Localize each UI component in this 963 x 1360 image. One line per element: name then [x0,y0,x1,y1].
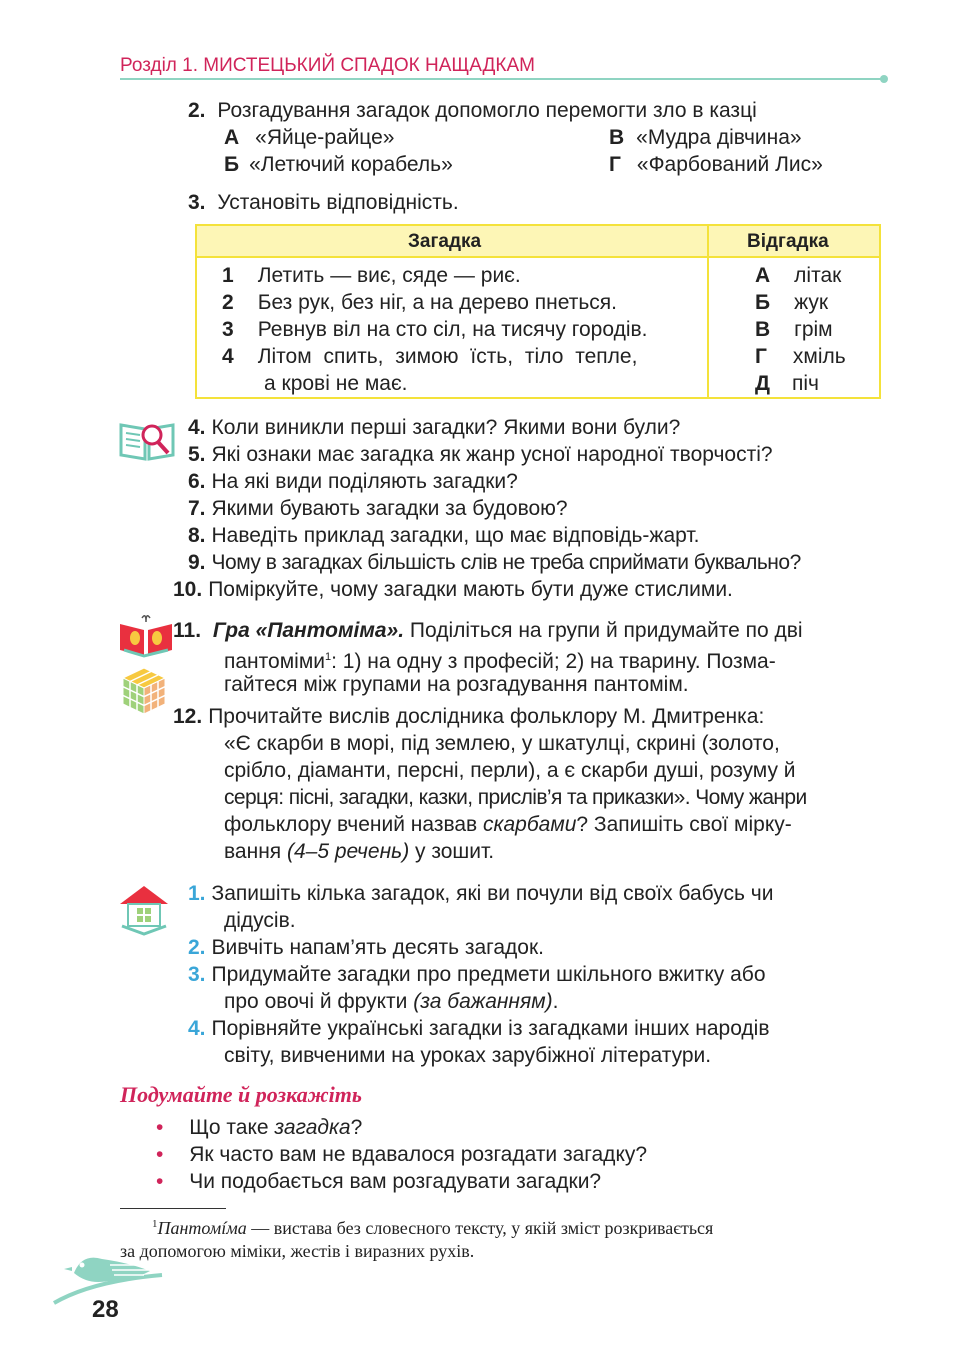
question-11: 11. Гра «Пантоміма». Поділіться на групи й придумайте по дві [173,619,803,642]
think-section-title: Подумайте й розкажіть [120,1082,362,1107]
table-header-answer: Відгадка [747,231,829,252]
home-task-1-line2: дідусів. [224,909,296,932]
footnote-divider [120,1208,226,1209]
riddle-4-continued: а крові не має. [264,372,408,395]
table-header-riddle: Загадка [408,231,482,252]
header-divider-dot [880,75,888,83]
q2-option-g: Г «Фарбований Лис» [609,153,823,176]
book-magnifier-icon [118,415,176,463]
think-bullet-3: • Чи подобається вам розгадувати загадки? [156,1170,602,1193]
q2-option-a: А «Яйце-райце» [224,126,395,149]
question-6: 6. На які види поділяють загадки? [188,470,518,493]
question-7: 7. Якими бувають загадки за будовою? [188,497,568,520]
question-11-line3: гайтеся між групами на розгадування пантомім. [224,673,689,696]
question-9: 9. Чому в загадках більшість слів не треба сприймати буквально? [188,551,801,574]
footnote-line2: за допомогою міміки, жестів і виразних рухів. [120,1241,475,1261]
riddle-1: 1 Летить — виє, сяде — риє. [222,264,521,287]
chapter-header: Розділ 1. МИСТЕЦЬКИЙ СПАДОК НАЩАДКАМ [120,55,535,76]
header-divider [120,78,885,80]
answer-g: Г хміль [755,345,846,368]
home-task-1: 1. Запишіть кілька загадок, які ви почули від своїх бабусь чи [188,882,774,905]
home-task-3: 3. Придумайте загадки про предмети шкільного вжитку або [188,963,766,986]
q2-option-b: Б «Летючий корабель» [224,153,453,176]
home-task-3-line2: про овочі й фрукти (за бажанням). [224,990,559,1013]
footnote-line1: $^1$Пантомíма — вистава без словесного тексту, у якій зміст розкривається [152,1218,714,1238]
think-bullet-2: • Як часто вам не вдавалося розгадати загадку? [156,1143,648,1166]
question-11-line2: пантоміми$^1$: 1) на одну з професій; 2) на тварину. Позма- [224,650,776,673]
question-12-line5: фольклору вчений назвав скарбами? Запишіть свої мірку- [224,813,792,836]
question-10: 10. Поміркуйте, чому загадки мають бути дуже стислими. [173,578,733,601]
question-4: 4. Коли виникли перші загадки? Якими вони були? [188,416,681,439]
rubik-cube-icon [121,666,167,716]
home-task-4: 4. Порівняйте українські загадки із загадками інших народів [188,1017,770,1040]
answer-v: В грім [755,318,833,341]
think-bullet-1: • Що таке загадка? [156,1116,363,1139]
riddle-2: 2 Без рук, без ніг, а на дерево пнеться. [222,291,618,314]
question-12-line6: вання (4–5 речень) у зошит. [224,840,495,863]
answer-d: Д піч [755,372,819,395]
question-3: 3. Установіть відповідність. [188,191,459,214]
riddle-3: 3 Ревнув віл на сто сіл, на тисячу городів. [222,318,648,341]
q2-option-v: В «Мудра дівчина» [609,126,802,149]
answer-a: А літак [755,264,842,287]
question-12: 12. Прочитайте вислів дослідника фольклору М. Дмитренка: [173,705,765,728]
question-8: 8. Наведіть приклад загадки, що має відповідь-жарт. [188,524,700,547]
matching-table-divider [707,224,709,399]
question-12-line3: срібло, діаманти, персні, перли), а є скарби душі, розуму й [224,759,796,782]
question-2: 2. Розгадування загадок допомогло перемогти зло в казці [188,99,757,122]
question-12-line2: «Є скарби в морі, під землею, у шкатулці, скрині (золото, [224,732,780,755]
answer-b: Б жук [755,291,829,314]
riddle-4: 4 Літом спить, зимою їсть, тіло тепле, [222,345,638,368]
home-task-2: 2. Вивчіть напам’ять десять загадок. [188,936,544,959]
question-5: 5. Які ознаки має загадка як жанр усної народної творчості? [188,443,773,466]
home-task-4-line2: світу, вивченими на уроках зарубіжної літератури. [224,1044,712,1067]
question-12-line4: серця: пісні, загадки, казки, прислів’я та приказки». Чому жанри [224,786,807,809]
butterfly-book-icon [118,612,174,660]
page-number: 28 [92,1296,119,1323]
house-book-icon [118,882,170,940]
